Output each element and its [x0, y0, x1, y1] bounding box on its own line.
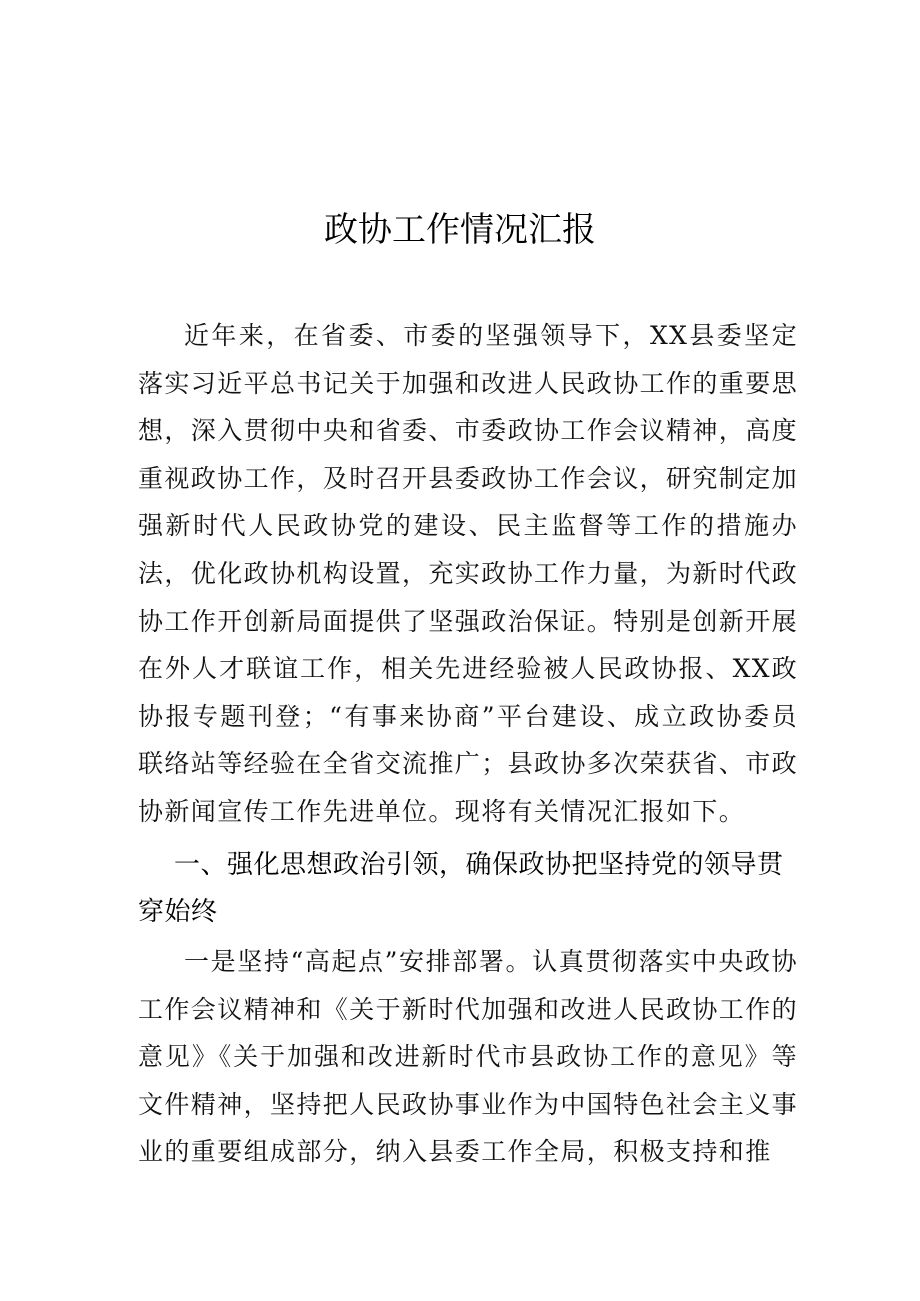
intro-paragraph: 近年来，在省委、市委的坚强领导下，XX县委坚定落实习近平总书记关于加强和改进人民政协工作的重要思想，深入贯彻中央和省委、市委政协工作会议精神，高度重视政协工作，及时召开县委政协工作会议，研究制定加强新时代人民政协党的建设、民主监督等工作的措施办法，优化政协机构设置，充实政协工作力量，为新时代政协工作开创新局面提供了坚强政治保证。特别是创新开展在外人才联谊工作，相关先进经验被人民政协报、XX政协报专题刊登；“有事来协商”平台建设、成立政协委员联络站等经验在全省交流推广；县政协多次荣获省、市政协新闻宣传工作先进单位。现将有关情况汇报如下。: [138, 321, 799, 826]
document-title: 政协工作情况汇报: [324, 210, 596, 250]
section-paragraph: 一是坚持“高起点”安排部署。认真贯彻落实中央政协工作会议精神和《关于新时代加强和改进人民政协工作的意见》《关于加强和改进新时代市县政协工作的意见》等文件精神，坚持把人民政协事业作为中国特色社会主义事业的重要组成部分，纳入县委工作全局，积极支持和推: [138, 947, 799, 1167]
section-heading: 一、强化思想政治引领，确保政协把坚持党的领导贯穿始终: [138, 850, 784, 927]
